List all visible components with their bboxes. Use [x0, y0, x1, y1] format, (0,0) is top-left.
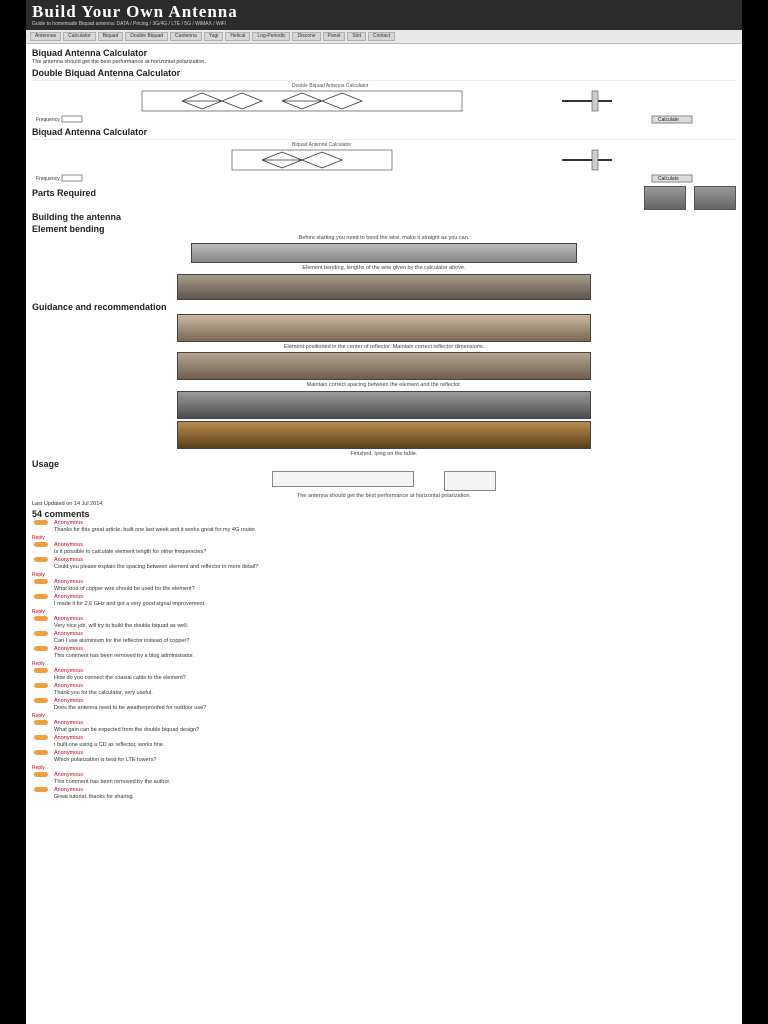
parts-list-block	[32, 186, 96, 210]
nav-item-double-biquad[interactable]: Double Biquad	[125, 32, 168, 41]
comment-badge-icon	[34, 579, 48, 584]
comment-item	[42, 616, 736, 629]
comment-item	[42, 557, 736, 570]
connector-photo	[177, 391, 591, 419]
nav-item-panel[interactable]: Panel	[323, 32, 346, 41]
nav-bar	[26, 30, 742, 44]
comment-item	[42, 720, 736, 733]
comment-author[interactable]: Anonymous	[54, 542, 84, 548]
comment-author[interactable]: Anonymous	[54, 750, 84, 756]
biquad-calculator	[32, 139, 736, 184]
comment-item	[42, 646, 736, 659]
comment-item	[42, 750, 736, 763]
double-calc-heading: Double Biquad Antenna Calculator	[32, 67, 181, 78]
nav-item-cantenna[interactable]: Cantenna	[170, 32, 202, 41]
double-calc-frequency-label: Frequency	[36, 116, 60, 123]
reply-link[interactable]: Reply	[32, 661, 45, 667]
caption-2: Element bending, lengths of the wire given by the calculator above.	[302, 265, 466, 271]
comment-badge-icon	[34, 557, 48, 562]
double-calculate-label: Calculate	[658, 116, 679, 123]
comment-author[interactable]: Anonymous	[54, 720, 84, 726]
comment-text: Thank you for the calculator, very useful.	[54, 689, 153, 696]
comment-item	[42, 594, 736, 607]
page	[26, 0, 742, 1024]
reply-link[interactable]: Reply	[32, 535, 45, 541]
nav-item-calculator[interactable]: Calculator	[63, 32, 96, 41]
comment-author[interactable]: Anonymous	[54, 787, 84, 793]
wire-photo	[191, 243, 577, 263]
single-frequency-input[interactable]	[62, 175, 82, 181]
comment-item	[42, 787, 736, 800]
comment-item	[42, 542, 736, 555]
comment-item	[42, 683, 736, 696]
single-calc-frequency-label: Frequency	[36, 175, 60, 182]
nav-item-discone[interactable]: Discone	[292, 32, 320, 41]
comment-author[interactable]: Anonymous	[54, 668, 84, 674]
single-calc-heading: Biquad Antenna Calculator	[32, 126, 148, 137]
comment-author[interactable]: Anonymous	[54, 772, 84, 778]
reply-link[interactable]: Reply	[32, 765, 45, 771]
caption-3: Element positioned in the center of reflector. Maintain correct reflector dimensions.	[283, 343, 485, 350]
comment-text: I built one using a CD as reflector, works fine.	[54, 741, 165, 748]
single-calculate-label: Calculate	[658, 175, 679, 182]
comment-badge-icon	[34, 720, 48, 725]
comment-badge-icon	[34, 616, 48, 621]
comment-badge-icon	[34, 772, 48, 777]
nav-item-contact[interactable]: Contact	[368, 32, 395, 41]
pcb-board-thumbnail[interactable]	[694, 186, 736, 210]
comment-badge-icon	[34, 750, 48, 755]
comment-text: How do you connect the coaxial cable to the element?	[54, 674, 186, 681]
biquad-diagram	[32, 140, 732, 184]
single-calc-label: Biquad Antenna Calculator	[292, 141, 352, 148]
caption-1: Before starting you need to bend the wire, make it straight as you can.	[298, 234, 470, 241]
double-frequency-input[interactable]	[62, 116, 82, 122]
usage-heading: Usage	[32, 459, 60, 469]
comment-text: This comment has been removed by a blog administrator.	[54, 652, 195, 659]
comment-author[interactable]: Anonymous	[54, 735, 84, 741]
nav-item-log-periodic[interactable]: Log-Periodic	[252, 32, 290, 41]
double-biquad-calculator	[32, 80, 736, 125]
comment-badge-icon	[34, 787, 48, 792]
guidance-heading: Guidance and recommendation	[32, 301, 167, 312]
comment-text: I made it for 2.6 GHz and got a very good signal improvement.	[54, 600, 206, 607]
comment-badge-icon	[34, 542, 48, 547]
comment-author[interactable]: Anonymous	[54, 616, 84, 622]
last-updated: Last Updated on 14 Jul 2014	[32, 500, 103, 507]
nav-item-antennas[interactable]: Antennas	[30, 32, 61, 41]
comments-heading: 54 comments	[32, 509, 90, 519]
comment-badge-icon	[34, 683, 48, 688]
element-photo	[177, 314, 591, 342]
comment-badge-icon	[34, 631, 48, 636]
intro-paragraph	[32, 59, 736, 66]
n-connector-thumbnail[interactable]	[644, 186, 686, 210]
intro-heading: Biquad Antenna Calculator	[32, 48, 148, 58]
comment-badge-icon	[34, 594, 48, 599]
comment-badge-icon	[34, 520, 48, 525]
caption-4: Maintain correct spacing between the element and the reflector.	[306, 382, 462, 388]
comment-text: Is it possible to calculate element length for other frequencies?	[54, 548, 207, 555]
comment-text: What kind of copper wire should be used for the element?	[54, 585, 195, 592]
vertical-polarization-diagram	[444, 471, 496, 491]
comment-text: This comment has been removed by the author.	[54, 778, 171, 785]
element-heading: Element bending	[32, 223, 105, 234]
comment-author[interactable]: Anonymous	[54, 520, 84, 526]
comment-author[interactable]: Anonymous	[54, 579, 84, 585]
intro-text: The antenna should get the best performance at horizontal polarization.	[32, 59, 206, 65]
horizontal-polarization-diagram	[272, 471, 414, 487]
comment-text: Can I use aluminium for the reflector instead of copper?	[54, 637, 190, 644]
comment-item	[42, 579, 736, 592]
site-subtitle: Guide to homemade Biquad antenna: DATA / Pricing / 3G/4G / LTE / 5G / WiMAX / WiFi	[32, 21, 226, 27]
parts-section	[32, 186, 736, 210]
comment-text: Great tutorial, thanks for sharing.	[54, 793, 135, 800]
comments-list	[32, 520, 736, 800]
nav-item-biquad[interactable]: Biquad	[98, 32, 124, 41]
comment-author[interactable]: Anonymous	[54, 698, 84, 704]
comment-item	[42, 631, 736, 644]
comment-text: Very nice job, will try to build the double biquad as well.	[54, 622, 189, 629]
comment-badge-icon	[34, 646, 48, 651]
parts-thumbnails	[644, 186, 736, 210]
parts-heading: Parts Required	[32, 187, 97, 198]
comment-text: Could you please explain the spacing between element and reflector in more detail?	[54, 563, 259, 570]
spacing-photo	[177, 352, 591, 380]
comment-badge-icon	[34, 668, 48, 673]
reply-link[interactable]: Reply	[32, 609, 45, 615]
comment-author[interactable]: Anonymous	[54, 646, 84, 652]
bending-photo	[177, 274, 591, 300]
comment-badge-icon	[34, 735, 48, 740]
comment-author[interactable]: Anonymous	[54, 594, 84, 600]
reply-link[interactable]: Reply	[32, 713, 45, 719]
article	[26, 44, 742, 804]
comment-author[interactable]: Anonymous	[54, 631, 84, 637]
nav-item-slot[interactable]: Slot	[347, 32, 366, 41]
comment-item	[42, 520, 736, 533]
site-title[interactable]: Build Your Own Antenna	[32, 2, 238, 21]
comment-item	[42, 735, 736, 748]
nav-item-helical[interactable]: Helical	[225, 32, 250, 41]
comment-text: Thanks for this great article, built one last week and it works great for my 4G router.	[54, 526, 257, 533]
caption-6: The antenna should get the best performance at horizontal polarization.	[297, 493, 471, 499]
comment-item	[42, 668, 736, 681]
finished-photo	[177, 421, 591, 449]
site-banner	[26, 0, 742, 30]
reply-link[interactable]: Reply	[32, 572, 45, 578]
comment-text: What gain can be expected from the double biquad design?	[54, 726, 200, 733]
double-calc-label: Double Biquad Antenna Calculator	[292, 82, 369, 89]
comment-text: Does the antenna need to be weatherproofed for outdoor use?	[54, 704, 207, 711]
nav-item-yagi[interactable]: Yagi	[204, 32, 224, 41]
comment-item	[42, 698, 736, 711]
comment-author[interactable]: Anonymous	[54, 557, 84, 563]
comment-badge-icon	[34, 698, 48, 703]
comment-item	[42, 772, 736, 785]
building-heading: Building the antenna	[32, 211, 121, 222]
double-biquad-diagram	[32, 81, 732, 125]
comment-author[interactable]: Anonymous	[54, 683, 84, 689]
usage-diagrams	[32, 471, 736, 491]
caption-5: Finished, lying on the table.	[350, 450, 418, 457]
comment-text: Which polarization is best for LTE towers?	[54, 756, 157, 763]
